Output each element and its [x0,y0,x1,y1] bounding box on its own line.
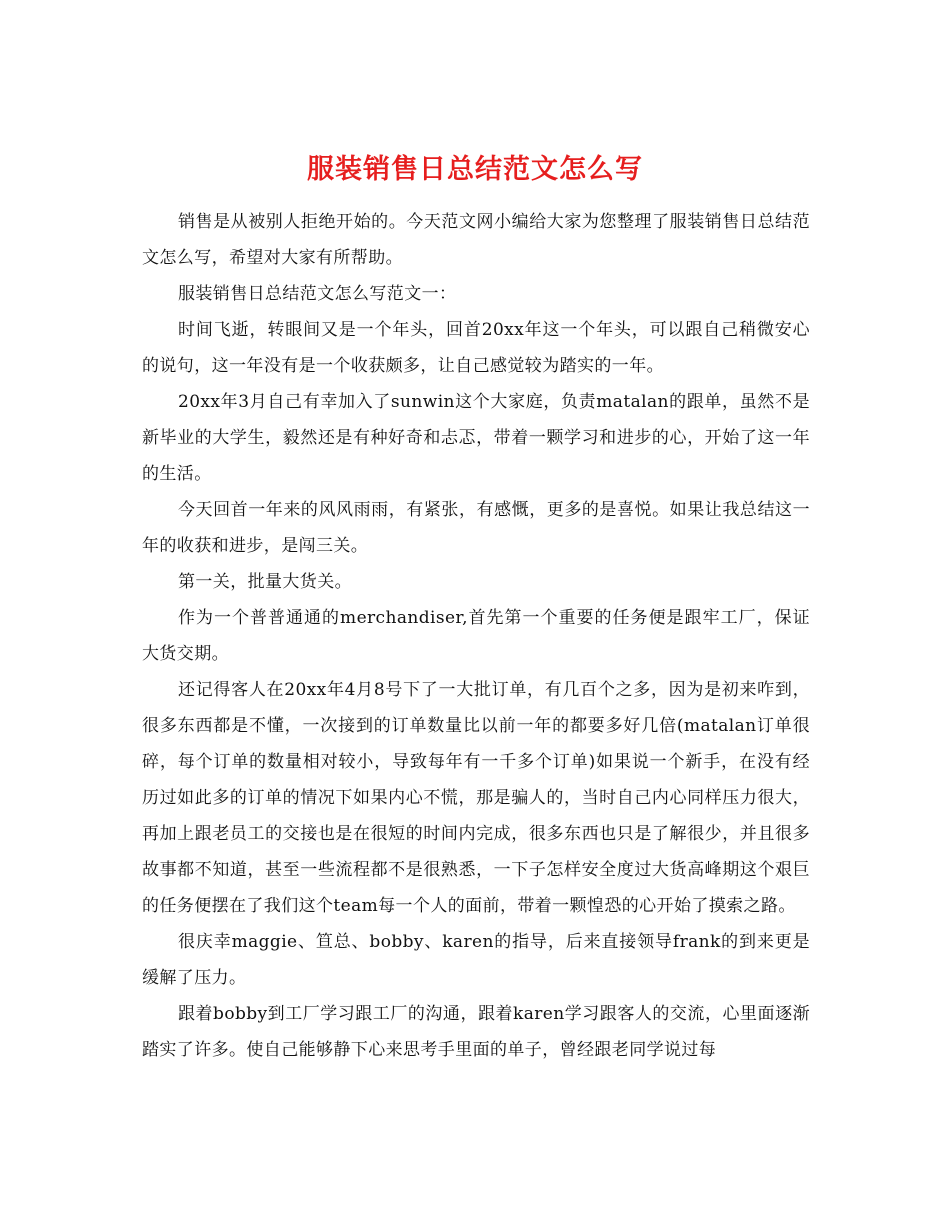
paragraph-text: 跟着bobby到工厂学习跟工厂的沟通，跟着karen学习跟客人的交流，心里面逐渐踏实了许多。使自己能够静下心来思考手里面的单子，曾经跟老同学说过每 [142,1004,810,1060]
paragraph-text: 作为一个普普通通的merchandiser,首先第一个重要的任务便是跟牢工厂，保证大货交期。 [142,608,810,664]
paragraph-text: 时间飞逝，转眼间又是一个年头，回首20xx年这一个年头，可以跟自己稍微安心的说句，这一年没有是一个收获颇多，让自己感觉较为踏实的一年。 [142,320,810,376]
paragraph-intro: 销售是从被别人拒绝开始的。今天范文网小编给大家为您整理了服装销售日总结范文怎么写，希望对大家有所帮助。 [142,212,810,268]
document-body [142,204,810,1068]
paragraph-text: 今天回首一年来的风风雨雨，有紧张，有感慨，更多的是喜悦。如果让我总结这一年的收获和进步，是闯三关。 [142,500,810,556]
paragraph-heading: 服装销售日总结范文怎么写范文一： [178,284,457,304]
paragraph-section: 第一关，批量大货关。 [178,572,352,592]
paragraph-text: 20xx年3月自己有幸加入了sunwin这个大家庭，负责matalan的跟单，虽然不是新毕业的大学生，毅然还是有种好奇和忐忑，带着一颗学习和进步的心，开始了这一年的生活。 [142,392,810,484]
document-title: 服装销售日总结范文怎么写 [307,154,643,186]
paragraph-text: 很庆幸maggie、笪总、bobby、karen的指导，后来直接领导frank的到来更是缓解了压力。 [142,932,810,988]
paragraph-text: 还记得客人在20xx年4月8号下了一大批订单，有几百个之多，因为是初来咋到，很多东西都是不懂，一次接到的订单数量比以前一年的都要多好几倍(matalan订单很碎，每个订单的数量相对较小，导致每年有一千多个订单)如果说一个新手，在没有经历过如此多的订单的情况下如果内心不慌，那是骗人的，当时自己内心同样压力很大，再加上跟老员工的交接也是在很短的时间内完成，很多东西也只是了解很少，并且很多故事都不知道，甚至一些流程都不是很熟悉，一下子怎样安全度过大货高峰期这个艰巨的任务便摆在了我们这个team每一个人的面前，带着一颗惶恐的心开始了摸索之路。 [142,680,810,916]
